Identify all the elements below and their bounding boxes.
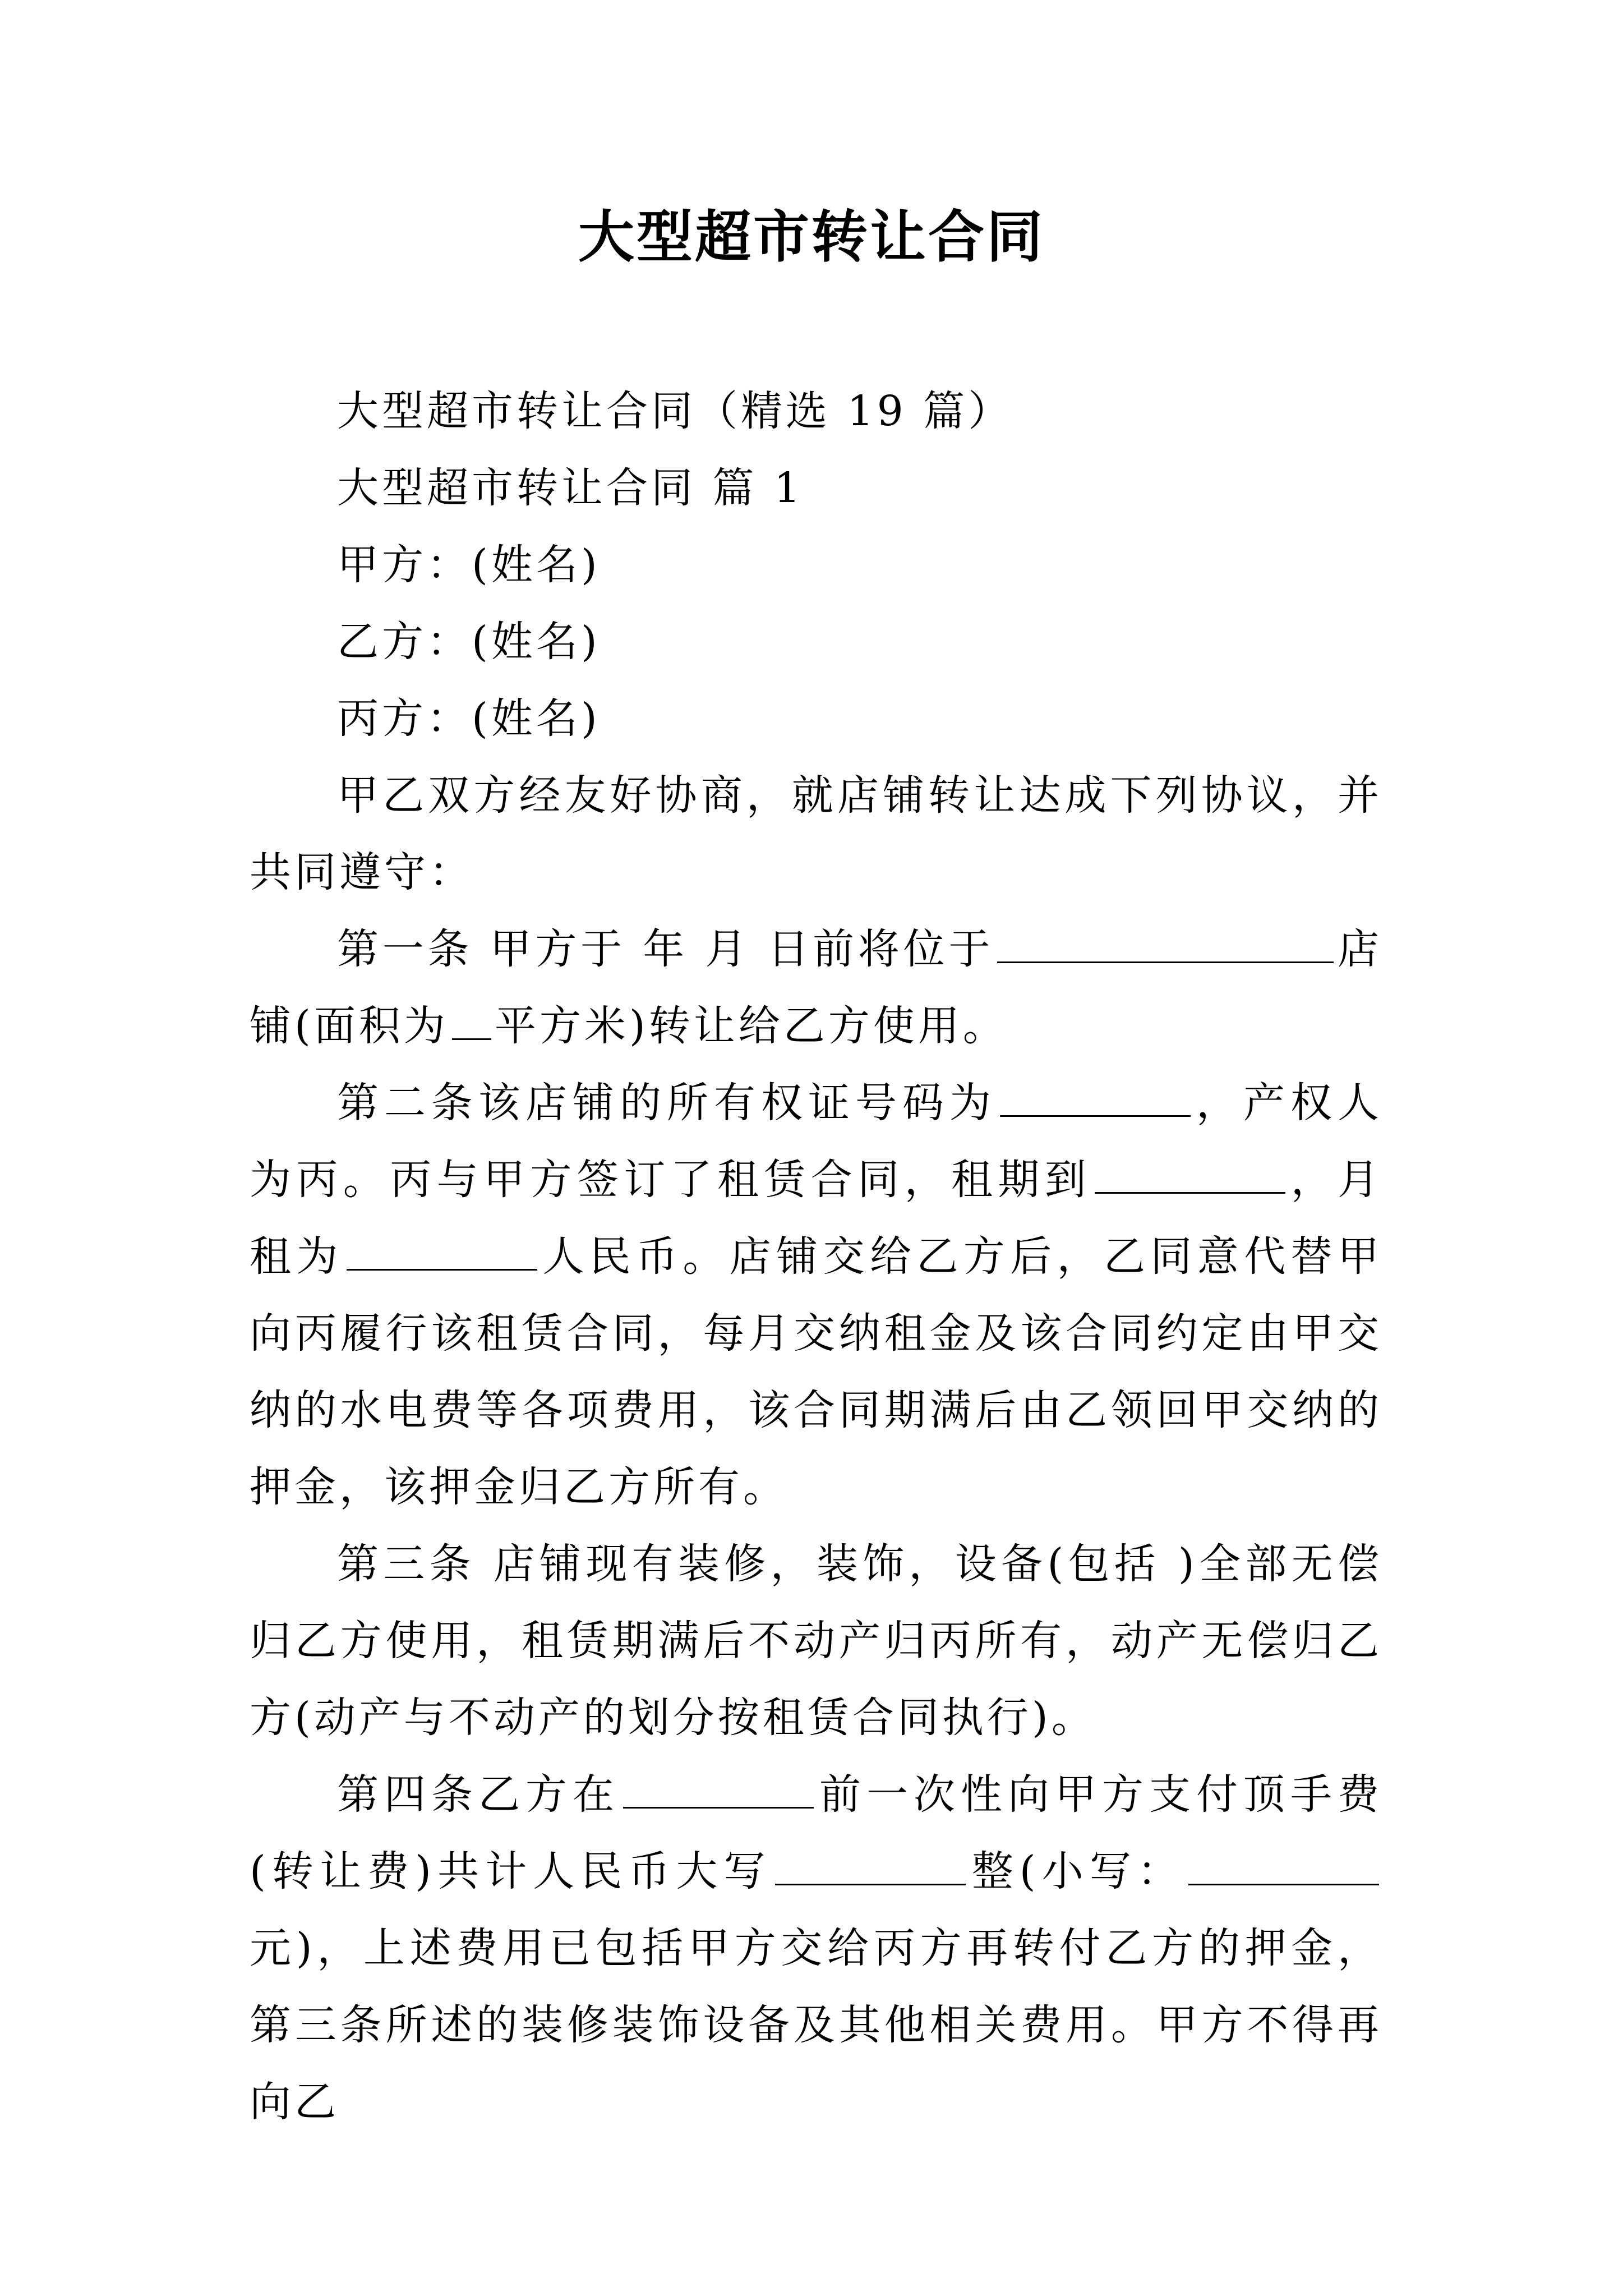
- article-2-text-b: ，产权人为丙。丙与甲方签订了租赁合同，租期到: [250, 1079, 1382, 1204]
- article-4-text-d: 元)，上述费用已包括甲方交给丙方再转付乙方的押金，第三条所述的装修装饰设备及其他相关费用。甲方不得再向乙: [250, 1924, 1382, 2126]
- amount-numeric-blank: [1188, 1844, 1379, 1885]
- party-a-line: 甲方：(姓名): [337, 541, 601, 589]
- intro-paragraph: 甲乙双方经友好协商，就店铺转让达成下列协议，并共同遵守：: [250, 771, 1382, 896]
- article-4-paragraph: [250, 1756, 1382, 2141]
- article-1-text-c: 平方米)转让给乙方使用。: [494, 1002, 1008, 1050]
- article-2-text-a: 第二条该店铺的所有权证号码为: [337, 1079, 997, 1127]
- section-heading: 大型超市转让合同 篇 1: [337, 464, 804, 512]
- area-blank: [452, 999, 491, 1040]
- document-subtitle: 大型超市转让合同（精选 19 篇）: [337, 387, 1013, 435]
- article-4-text-a: 第四条乙方在: [337, 1770, 620, 1819]
- amount-uppercase-blank: [775, 1844, 966, 1885]
- monthly-rent-blank: [347, 1230, 537, 1271]
- article-1-text-b: 店铺(面积为: [250, 925, 1383, 1050]
- article-4-text-c: 整(小写：: [969, 1847, 1185, 1895]
- payment-date-blank: [623, 1768, 814, 1809]
- party-b-line: 乙方：(姓名): [337, 618, 601, 666]
- location-blank: [997, 922, 1334, 963]
- document-body: [250, 373, 1382, 2141]
- certificate-number-blank: [1000, 1076, 1191, 1117]
- lease-term-blank: [1095, 1153, 1285, 1194]
- article-1-text-a: 第一条 甲方于 年 月 日前将位于: [337, 925, 994, 973]
- article-2-paragraph: [250, 1065, 1382, 1526]
- article-4-text-b: 前一次性向甲方支付顶手费(转让费)共计人民币大写: [250, 1770, 1382, 1895]
- article-3-paragraph: 第三条 店铺现有装修，装饰，设备(包括 )全部无偿归乙方使用，租赁期满后不动产归丙所有，动产无偿归乙方(动产与不动产的划分按租赁合同执行)。: [250, 1540, 1382, 1742]
- article-2-text-c: ，月租为: [250, 1156, 1383, 1281]
- article-2-text-d: 人民币。店铺交给乙方后，乙同意代替甲向丙履行该租赁合同，每月交纳租金及该合同约定由甲交纳的水电费等各项费用，该合同期满后由乙领回甲交纳的押金，该押金归乙方所有。: [250, 1232, 1383, 1511]
- document-title: 大型超市转让合同: [578, 204, 1045, 270]
- party-c-line: 丙方：(姓名): [337, 694, 601, 743]
- article-1-paragraph: [250, 911, 1382, 1065]
